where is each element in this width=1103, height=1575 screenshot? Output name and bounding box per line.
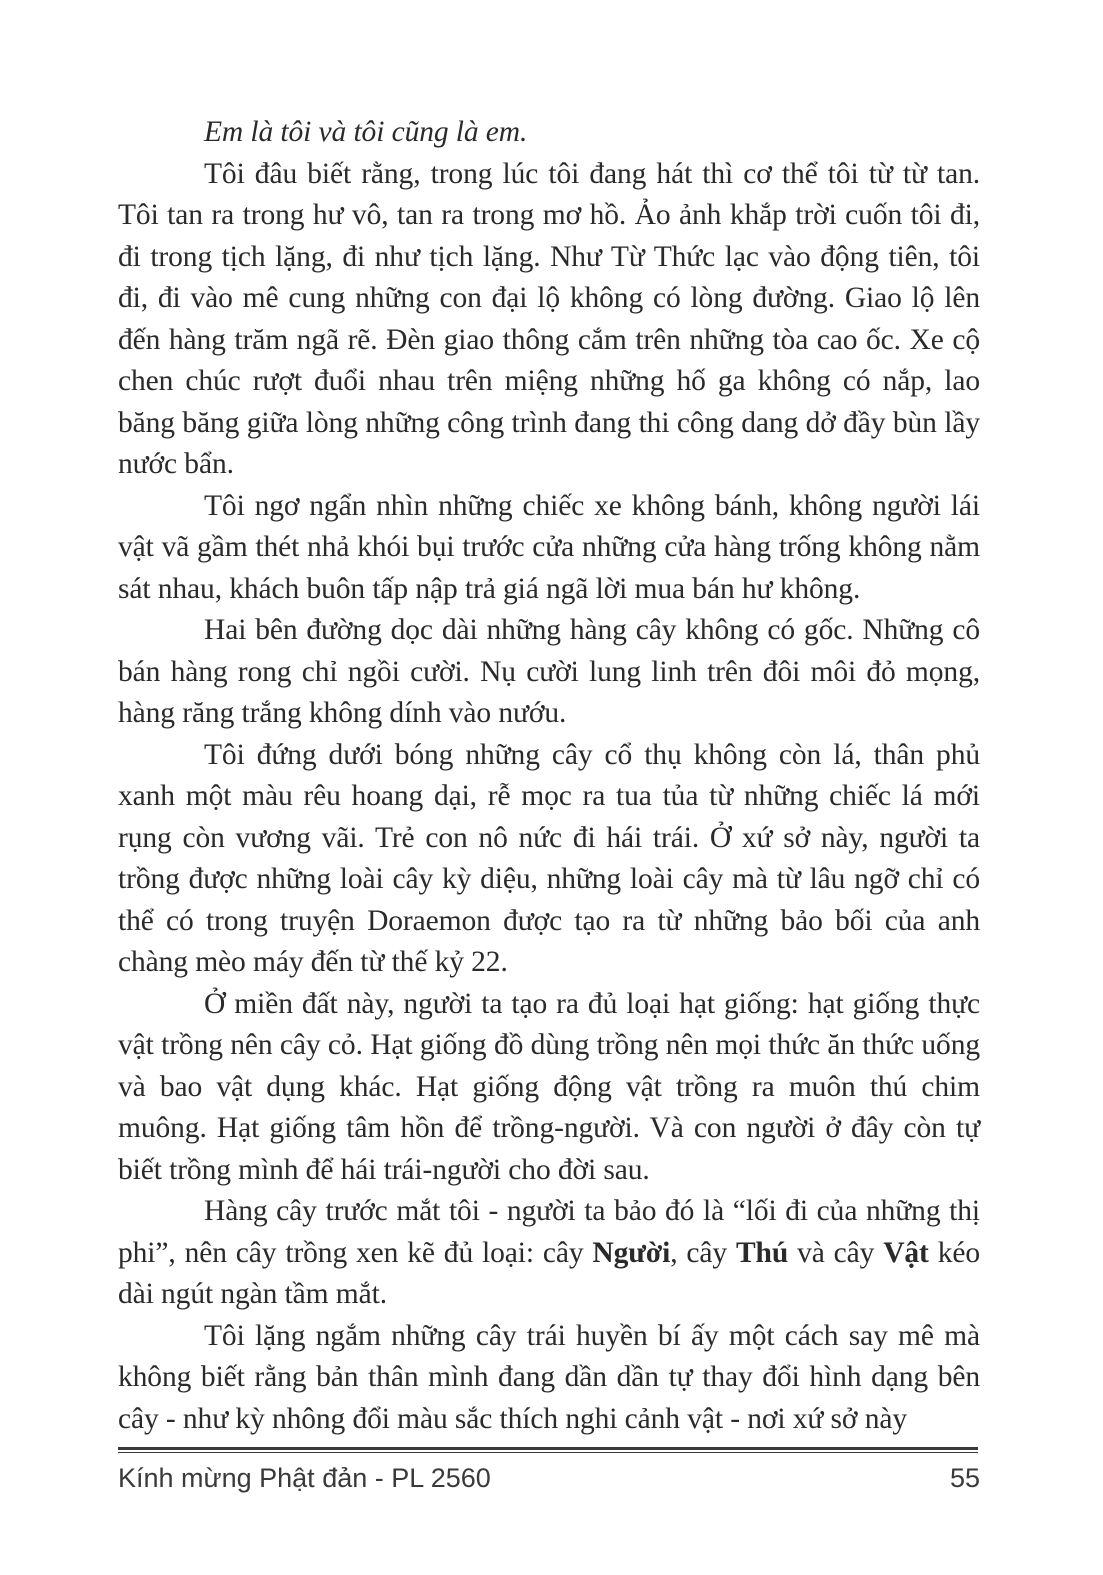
paragraph — [118, 154, 980, 486]
paragraph-text: Tôi đâu biết rằng, trong lúc tôi đang hát thì cơ thể tôi từ từ tan. Tôi tan ra trong hư vô, tan ra trong mơ hồ. Ảo ảnh khắp trời cuốn tôi đi, đi trong tịch lặng, đi như tịch lặng. Như Từ Thức lạc vào động tiên, tôi đi, đi vào mê cung những con đại lộ không có lòng đường. Giao lộ lên đến hàng trăm ngã rẽ. Đèn giao thông cắm trên những tòa cao ốc. Xe cộ chen chúc rượt đuổi nhau trên miệng những hố ga không có nắp, lao băng băng giữa lòng những công trình đang thi công dang dở đầy bùn lầy nước bẩn. — [118, 157, 980, 480]
footer-rule-thin — [118, 1452, 978, 1453]
paragraph — [118, 486, 980, 611]
paragraph-text: Tôi lặng ngắm những cây trái huyền bí ấy một cách say mê mà không biết rằng bản thân mình đang dần dần tự thay đổi hình dạng bên cây - như kỳ nhông đổi màu sắc thích nghi cảnh vật - nơi xứ sở này — [118, 1319, 980, 1435]
page-footer — [118, 1463, 980, 1503]
paragraph — [118, 112, 980, 154]
paragraph — [118, 1191, 980, 1316]
paragraph-text: Hàng cây trước mắt tôi - người ta bảo đó là “lối đi của những thị phi”, nên cây trồng xen kẽ đủ loại: cây — [118, 1195, 980, 1269]
bold-term: Thú — [735, 1236, 789, 1269]
body-text — [118, 112, 980, 1440]
footer-rule-thick — [118, 1447, 978, 1450]
paragraph-text: , cây — [670, 1236, 736, 1269]
bold-term: Vật — [883, 1236, 929, 1269]
paragraph-text: Em là tôi và tôi cũng là em. — [204, 116, 528, 148]
paragraph-text: và cây — [788, 1236, 884, 1269]
paragraph — [118, 984, 980, 1192]
paragraph-text: kéo dài ngút ngàn tầm mắt. — [118, 1236, 980, 1310]
page-number: 55 — [949, 1463, 980, 1493]
paragraph — [118, 1316, 980, 1441]
paragraph-text: Ở miền đất này, người ta tạo ra đủ loại hạt giống: hạt giống thực vật trồng nên cây cỏ. Hạt giống đồ dùng trồng nên mọi thức ăn thức uống và bao vật dụng khác. Hạt giống động vật trồng ra muôn thú chim muông. Hạt giống tâm hồn để trồng-người. Và con người ở đây còn tự biết trồng mình để hái trái-người cho đời sau. — [118, 987, 980, 1186]
paragraph-text: Tôi ngơ ngẩn nhìn những chiếc xe không bánh, không người lái vật vã gầm thét nhả khói bụi trước cửa những cửa hàng trống không nằm sát nhau, khách buôn tấp nập trả giá ngã lời mua bán hư không. — [118, 489, 980, 605]
footer-title: Kính mừng Phật đản - PL 2560 — [118, 1463, 491, 1493]
paragraph — [118, 610, 980, 735]
paragraph — [118, 735, 980, 984]
paragraph-text: Tôi đứng dưới bóng những cây cổ thụ không còn lá, thân phủ xanh một màu rêu hoang dại, rễ mọc ra tua tủa từ những chiếc lá mới rụng còn vương vãi. Trẻ con nô nức đi hái trái. Ở xứ sở này, người ta trồng được những loài cây kỳ diệu, những loài cây mà từ lâu ngỡ chỉ có thể có trong truyện Doraemon được tạo ra từ những bảo bối của anh chàng mèo máy đến từ thế kỷ 22. — [118, 738, 980, 978]
bold-term: Người — [592, 1236, 671, 1269]
paragraph-text: Hai bên đường dọc dài những hàng cây không có gốc. Những cô bán hàng rong chỉ ngồi cười. Nụ cười lung linh trên đôi môi đỏ mọng, hàng răng trắng không dính vào nướu. — [118, 614, 980, 729]
